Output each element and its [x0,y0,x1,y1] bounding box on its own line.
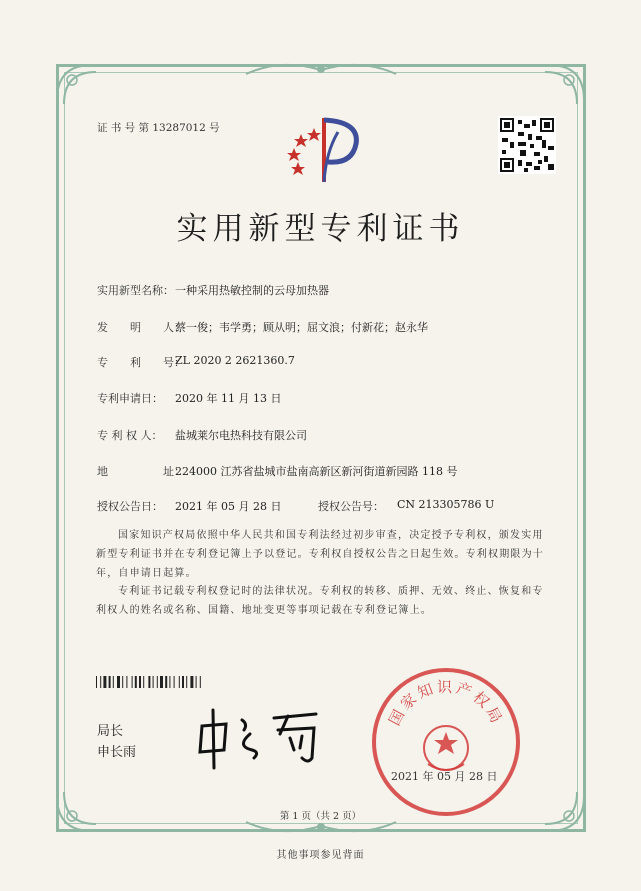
barcode-bar [96,676,97,688]
legal-status-statement: 专利证书记载专利权登记时的法律状况。专利权的转移、质押、无效、终止、恢复和专利权人的姓名或名称、国籍、地址变更等事项记载在专利登记簿上。 [96,586,544,616]
barcode-icon [96,676,268,688]
barcode-bar [113,676,114,688]
barcode-bar [135,676,137,688]
barcode-bar [100,676,101,688]
barcode-bar [103,676,106,688]
corner-ornament-icon [52,766,122,836]
corner-ornament-icon [519,766,589,836]
barcode-bar [186,676,187,688]
patent-number-label: 专 利 号： [97,356,185,369]
barcode-bar [148,676,150,688]
grant-date-value: 2021 年 05 月 28 日 [175,500,282,513]
seal-text: 国家知识产权局 [385,678,507,729]
barcode-bar [126,676,127,688]
signature-icon [190,700,330,770]
owner-label: 专 利 权 人： [97,429,163,442]
patent-number-value: ZL 2020 2 2621360.7 [175,354,295,367]
address-label: 地 址： [97,465,185,478]
address-value: 224000 江苏省盐城市盐南高新区新河街道新园路 118 号 [175,465,458,478]
grant-statement: 国家知识产权局依照中华人民共和国专利法经过初步审查，决定授予专利权，颁发实用新型专利证书并在专利登记簿上予以登记。专利权自授权公告之日起生效。专利权期限为十年，自申请日起算。 [96,530,544,579]
certificate-number: 证 书 号 第 13287012 号 [97,122,220,134]
seal-date: 2021 年 05 月 28 日 [391,770,498,783]
barcode-bar [179,676,180,688]
owner-value: 盐城莱尔电热科技有限公司 [175,429,307,442]
inventor-label: 发 明 人： [97,321,185,334]
barcode-bar [157,676,158,688]
barcode-bar [196,676,197,688]
barcode-bar [182,676,184,688]
certificate-title: 实用新型专利证书 [176,211,465,247]
grant-number-value: CN 213305786 U [397,498,495,511]
barcode-bar [160,676,163,688]
filing-date-value: 2020 年 11 月 13 日 [175,392,282,405]
qr-code-icon [498,116,556,174]
barcode-bar [169,676,170,688]
barcode-bar [109,676,111,688]
cnipa-logo-icon [284,112,366,186]
barcode-bar [165,676,167,688]
barcode-bar [117,676,120,688]
barcode-bar [190,676,193,688]
page-info: 第 1 页（共 2 页） [279,811,362,822]
barcode-bar [153,676,154,688]
director-name: 申长雨 [97,745,137,760]
barcode-bar [139,676,141,688]
grant-date-label: 授权公告日： [97,500,163,513]
barcode-bar [200,676,201,688]
name-label: 实用新型名称： [97,284,174,297]
barcode-bar [132,676,133,688]
barcode-bar [174,676,175,688]
barcode-bar [122,676,123,688]
filing-date-label: 专利申请日： [97,392,163,405]
official-seal-icon [368,664,524,820]
barcode-bar [143,676,144,688]
name-value: 一种采用热敏控制的云母加热器 [175,284,329,297]
grant-number-label: 授权公告号： [318,500,384,513]
top-ornament-icon [236,58,406,80]
footer-note: 其他事项参见背面 [276,850,365,861]
inventor-value: 蔡一俊；韦学勇；顾从明；屈文浪；付新花；赵永华 [175,321,428,334]
director-title: 局长 [97,724,124,739]
